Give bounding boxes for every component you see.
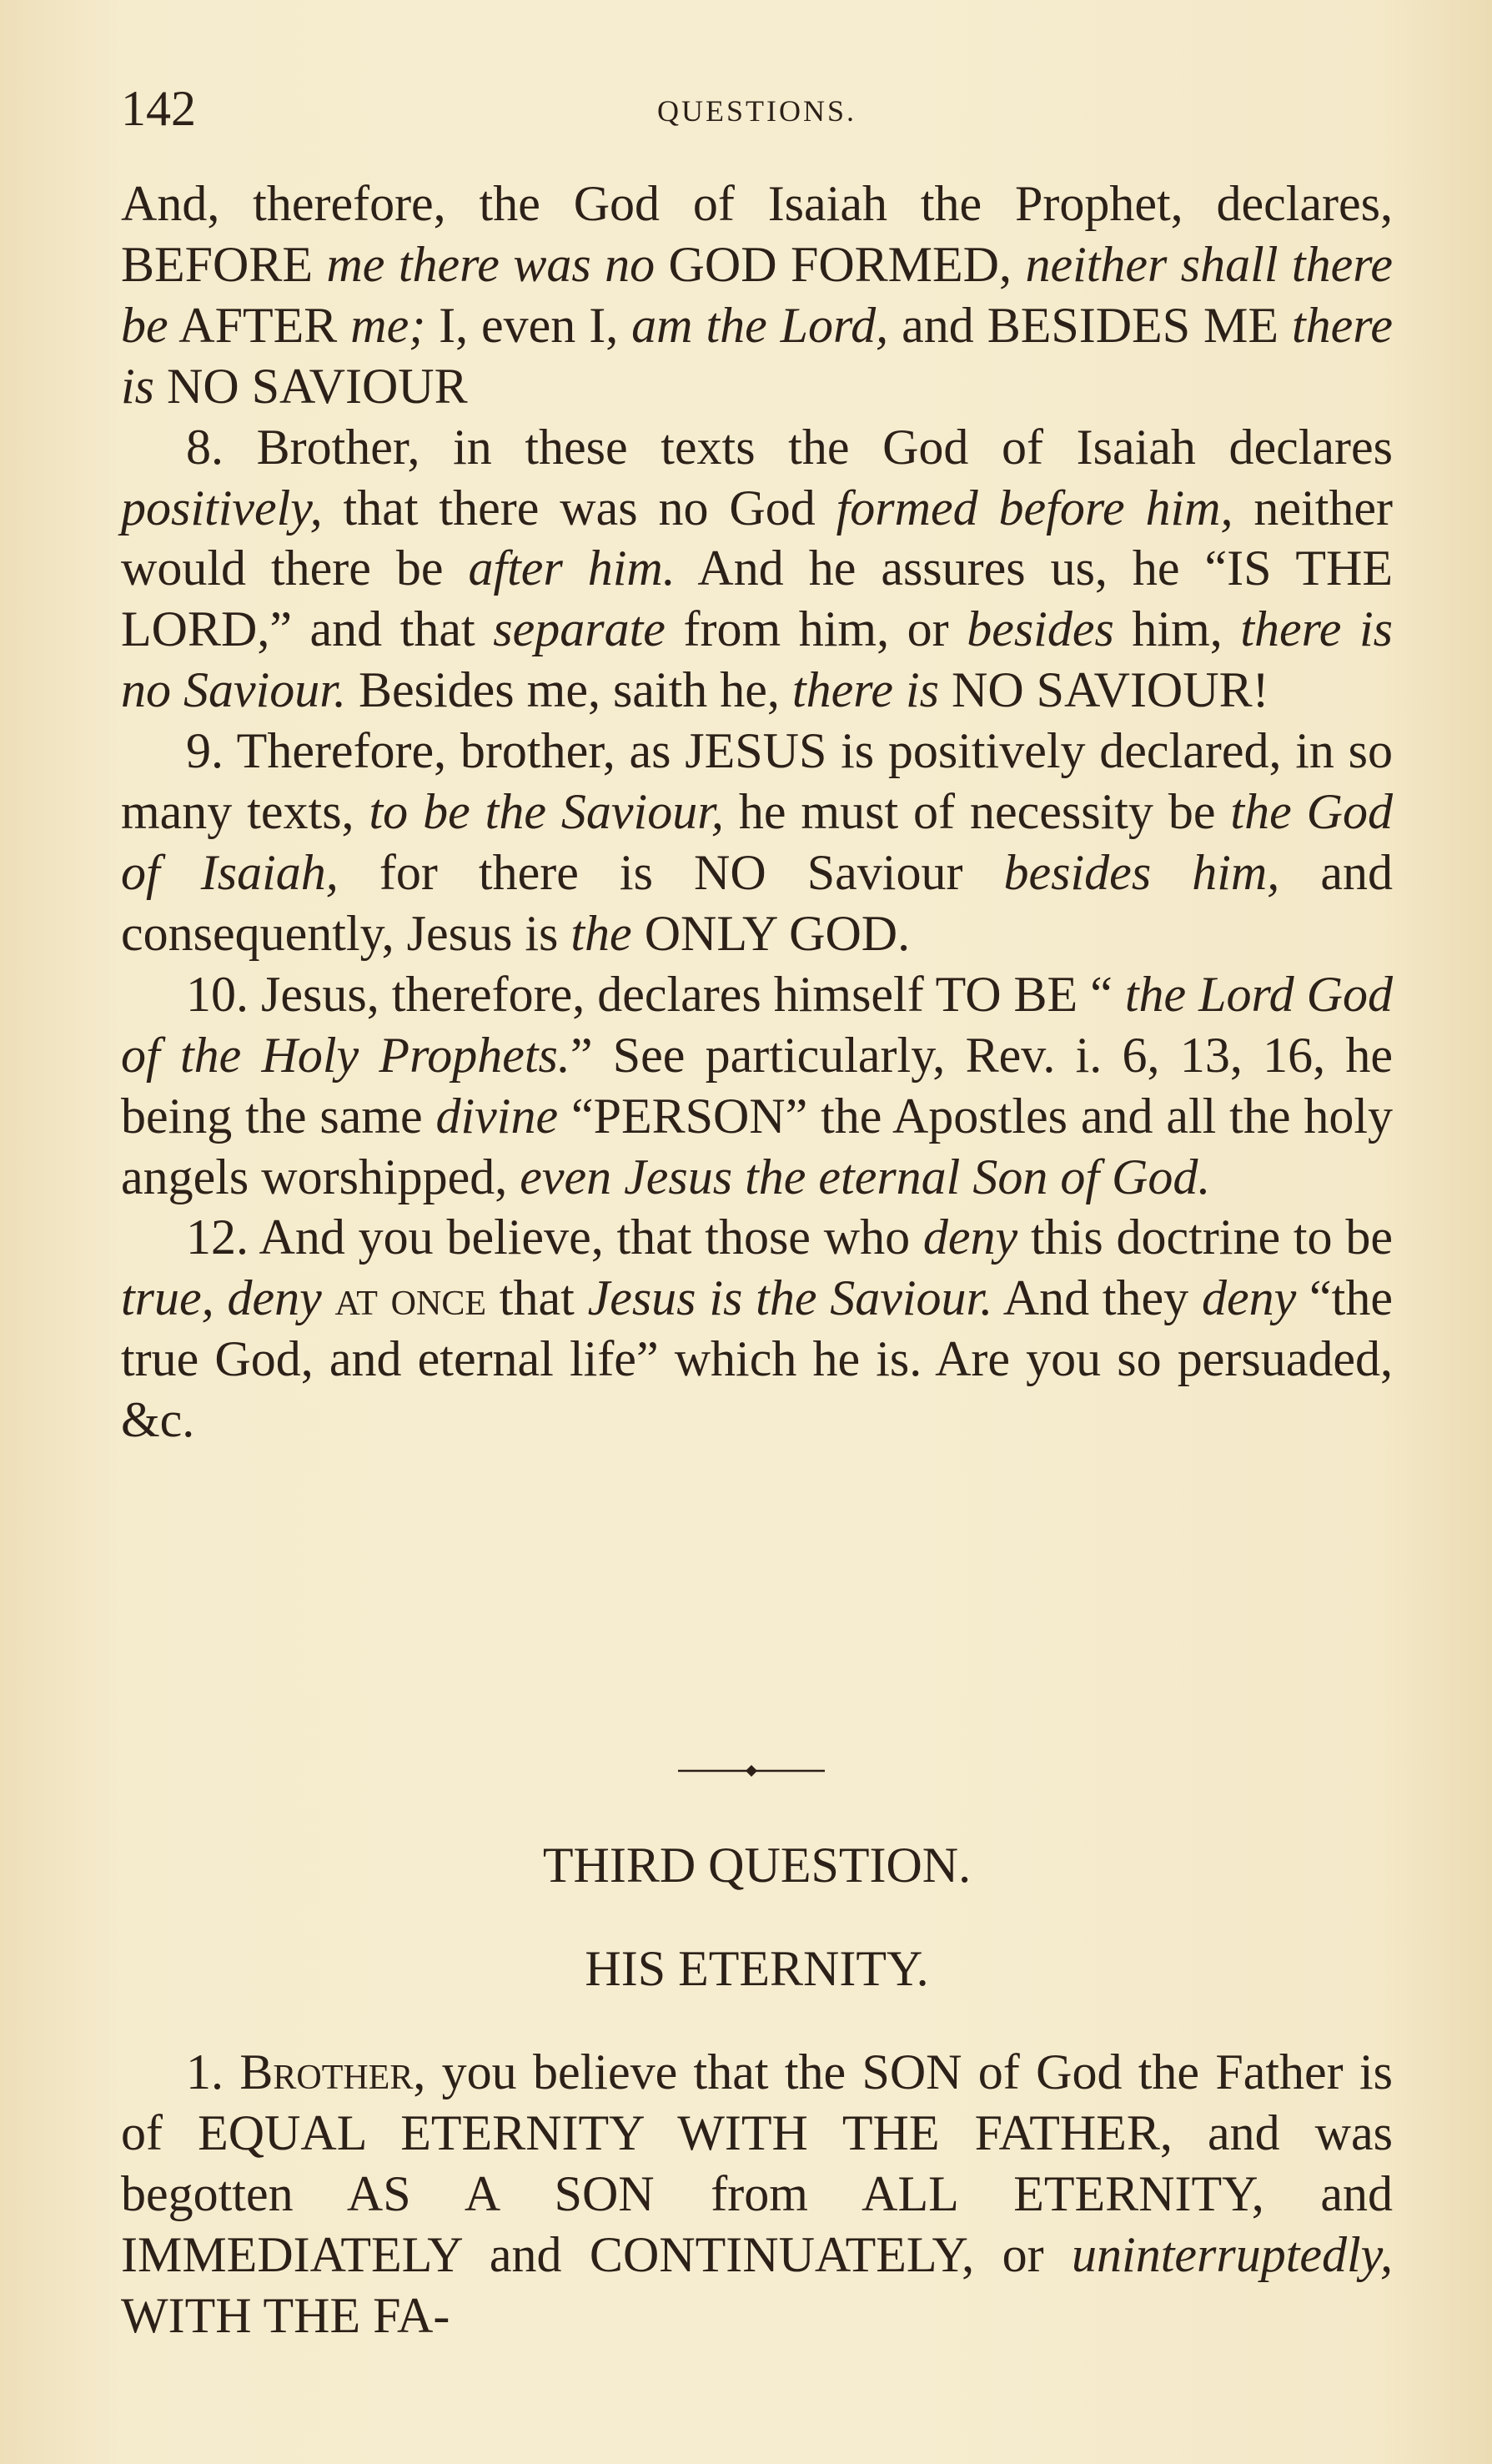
continuation-paragraph: And, therefore, the God of Isaiah the Prophet, declares, BEFORE me there was no GOD FORMED, neither shall there be AFTER me; I, even I, am the Lord, and BESIDES ME there is NO SAVIOUR — [121, 176, 1394, 414]
section-divider-ornament — [678, 1763, 825, 1779]
page-header — [121, 80, 1393, 140]
paragraph-12: 12. And you believe, that those who deny this doctrine to be true, deny at once that Jesus is the Saviour. And they deny “the true God, and eternal life” which he is. Are you so persuaded, &c. — [121, 1209, 1393, 1448]
paragraph-9: 9. Therefore, brother, as JESUS is positively declared, in so many texts, to be the Saviour, he must of necessity be the God of Isaiah, for there is NO Saviour besides him, and consequently, Jesus is the ONLY GOD. — [121, 723, 1393, 961]
section-question-heading: THIRD QUESTION. — [542, 1838, 972, 1893]
section-subject-heading: HIS ETERNITY. — [585, 1941, 929, 1996]
page-number: 142 — [121, 81, 196, 136]
page-body — [121, 173, 1393, 1451]
third-question-paragraph-1: 1. Brother, you believe that the SON of God the Father is of EQUAL ETERNITY WITH THE FATHER, and was begotten AS A SON from ALL ETERNITY, and IMMEDIATELY and CONTINUATELY, or uninterruptedly, WITH THE FA- — [121, 2044, 1394, 2343]
paragraph-10: 10. Jesus, therefore, declares himself TO BE “ the Lord God of the Holy Prophets.” See particularly, Rev. i. 6, 13, 16, he being the same divine “PERSON” the Apostles and all the holy angels worshipped, even Jesus the eternal Son of God. — [121, 966, 1394, 1204]
running-head: QUESTIONS. — [656, 94, 857, 128]
paragraph-8: 8. Brother, in these texts the God of Isaiah declares positively, that there was no God formed before him, neither would there be after him. And he assures us, he “IS THE LORD,” and that separate from him, or besides him, there is no Saviour. Besides me, saith he, there is NO SAVIOUR! — [121, 419, 1394, 718]
section-body — [121, 2042, 1393, 2346]
